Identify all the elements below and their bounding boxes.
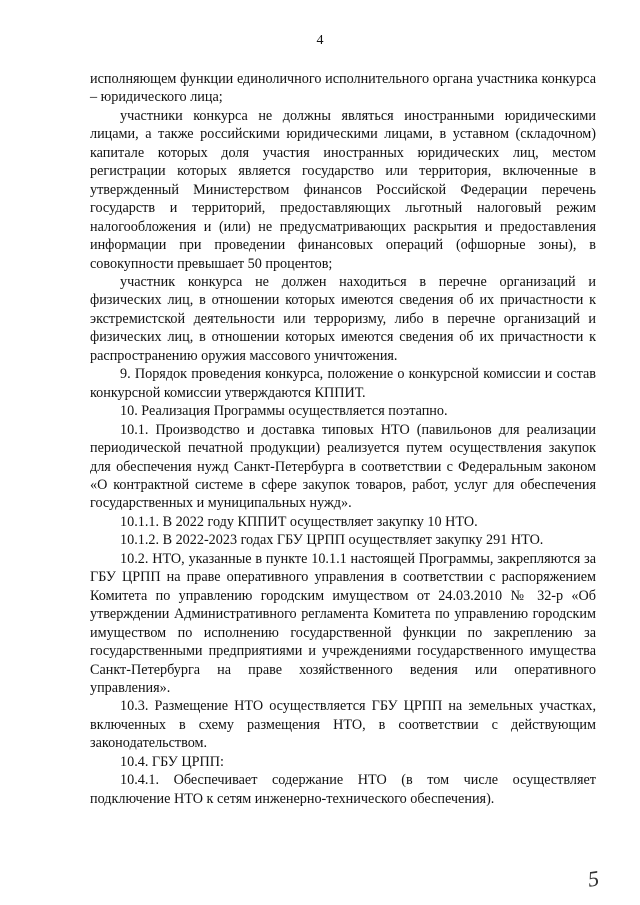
paragraph: 10.2. НТО, указанные в пункте 10.1.1 настоящей Программы, закрепляются за ГБУ ЦРПП на праве оперативного управления в соответствии с распоряжением Комитета по управлению городским имуществом от 24.03.2010 № 32-р «Об утверждении Административного регламента Комитета по управлению городским имуществом по исполнению государственной функции по закреплению за государственными предприятиями и учреждениями государственного имущества Санкт-Петербурга на праве хозяйственного ведения или оперативного управления». — [90, 550, 596, 696]
paragraph: участник конкурса не должен находиться в перечне организаций и физических лиц, в отношении которых имеются сведения об их причастности к экстремистской деятельности или терроризму, либо в перечне организаций и физических лиц, в отношении которых имеются сведения об их причастности к распространению оружия массового уничтожения. — [90, 273, 596, 364]
paragraph: 10.1. Производство и доставка типовых НТО (павильонов для реализации периодической печатной продукции) реализуется путем осуществления закупок для обеспечения нужд Санкт-Петербурга в соответствии с Федеральным законом «О контрактной системе в сфере закупок товаров, работ, услуг для обеспечения государственных и муниципальных нужд». — [90, 421, 596, 512]
paragraph: 10.1.1. В 2022 году КППИТ осуществляет закупку 10 НТО. — [120, 513, 478, 530]
page-number: 4 — [316, 33, 324, 48]
document-body — [90, 70, 596, 808]
handwritten-mark: 5 — [586, 865, 601, 892]
paragraph: 10. Реализация Программы осуществляется поэтапно. — [120, 403, 448, 420]
paragraph: 10.4. ГБУ ЦРПП: — [120, 753, 224, 770]
paragraph: 9. Порядок проведения конкурса, положение о конкурсной комиссии и состав конкурсной комиссии утверждаются КППИТ. — [90, 366, 596, 401]
paragraph: 10.3. Размещение НТО осуществляется ГБУ ЦРПП на земельных участках, включенных в схему размещения НТО, в соответствии с действующим законодательством. — [90, 698, 596, 752]
paragraph: исполняющем функции единоличного исполнительного органа участника конкурса – юридического лица; — [90, 71, 596, 106]
paragraph: участники конкурса не должны являться иностранными юридическими лицами, а также российскими юридическими лицами, в уставном (складочном) капитале которых доля участия иностранных юридических лиц, местом регистрации которых является государство или территория, включенные в утвержденный Министерством финансов Российской Федерации перечень государств и территорий, предоставляющих льготный налоговый режим налогообложения и (или) не предусматривающих раскрытия и предоставления информации при проведении финансовых операций (офшорные зоны), в совокупности превышает 50 процентов; — [90, 107, 596, 272]
paragraph: 10.1.2. В 2022-2023 годах ГБУ ЦРПП осуществляет закупку 291 НТО. — [120, 532, 544, 549]
paragraph: 10.4.1. Обеспечивает содержание НТО (в том числе осуществляет подключение НТО к сетям инженерно-технического обеспечения). — [90, 772, 596, 807]
